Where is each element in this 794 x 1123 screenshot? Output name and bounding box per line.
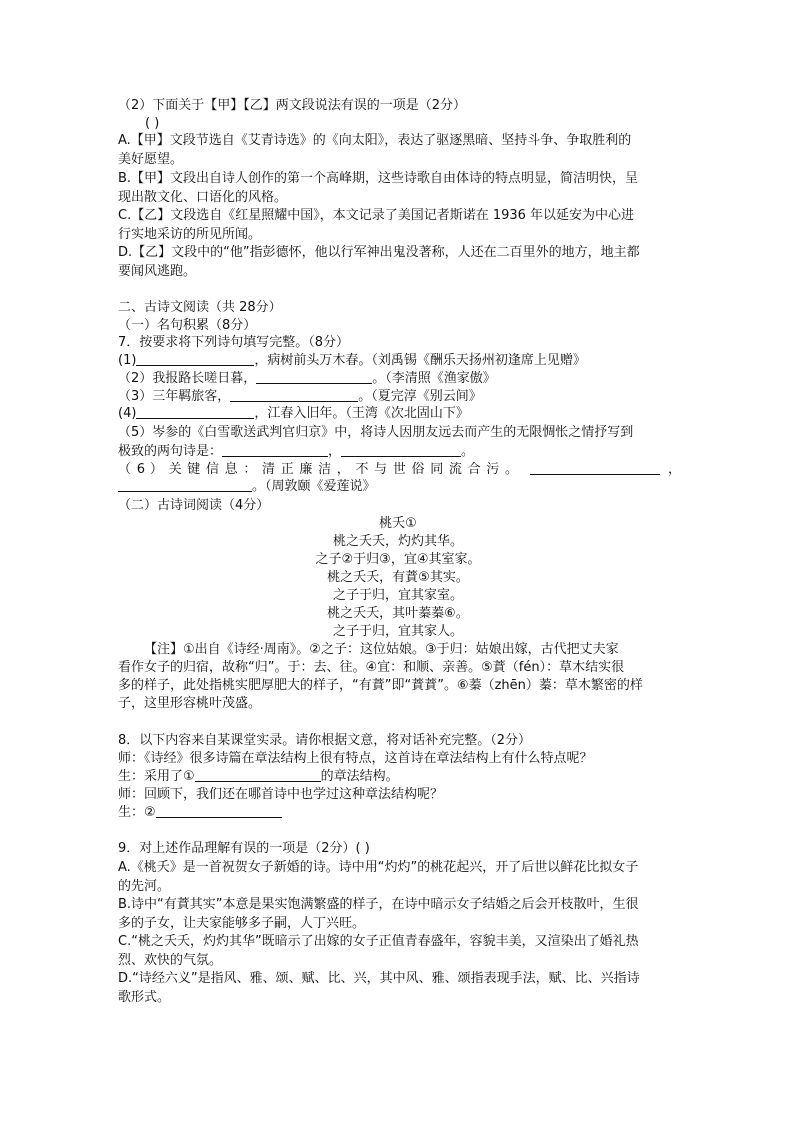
q7-3-text-post: 。（夏完淳《别云间》 [358,389,482,404]
q7-6-source: 。（周敦颐《爱莲说》 [252,479,376,494]
q9-option-d-line2: 歌形式。 [118,990,171,1005]
part2-title: （二）古诗词阅读（4分） [118,498,270,513]
q7-line-2 [118,369,678,388]
q6-2-option-b-line1: B.【甲】文段出自诗人创作的第一个高峰期，这些诗歌自由体诗的特点明显，简洁明快，呈 [118,171,639,186]
q8-student-1 [118,767,678,786]
q7-4-text: ，江春入旧年。（王湾《次北固山下》 [254,406,469,421]
q9-option-a-line1: A.《桃夭》是一首祝贺女子新婚的诗。诗中用“灼灼”的桃花起兴，开了后世以鲜花比拟女子 [118,860,639,875]
q6-2-option-d-line2: 要闻风逃跑。 [118,264,197,279]
poem-line: 桃之夭夭，其叶蓁蓁⑥。 [327,606,469,621]
poem-line: 之子于归，宜其家室。 [332,588,463,603]
q8-blank-2[interactable] [156,804,282,818]
q7-6-sep: ， [668,462,682,477]
poem-title: 桃夭① [379,516,417,531]
poem-line: 桃之夭夭，有蕡⑤其实。 [327,570,469,585]
q7-2-blank[interactable] [256,370,372,384]
q6-2-option-d-line1: D.【乙】文段中的“他”指彭德怀，他以行军神出鬼没著称，人还在二百里外的地方，地主都 [118,245,640,260]
q7-1-blank[interactable] [136,352,254,366]
q9-stem: 9．对上述作品理解有误的一项是（2分）( ) [118,841,370,856]
q9-option-b-line2: 多的子女，让夫家能够多子嗣，人丁兴旺。 [118,916,366,931]
poem-line: 之子②于归③，宜④其室家。 [315,552,481,567]
q7-2-text-post: 。（李清照《渔家傲》 [372,371,496,386]
q8-s2-pre: 生：② [118,805,156,820]
q6-2-option-c-line1: C.【乙】文段选自《红星照耀中国》，本文记录了美国记者斯诺在 1936 年以延安为中心进 [118,208,635,223]
q7-4-blank[interactable] [136,405,254,419]
q9-option-a-line2: 的先河。 [118,879,171,894]
q7-line-6b [118,477,678,496]
poem-line: 之子于归，宜其家人。 [332,624,463,639]
q6-2-option-c-line2: 行实地采访的所见所闻。 [118,227,262,242]
part1-title: （一）名句积累（8分） [118,318,257,333]
q6-2-answer-paren[interactable]: ( ) [145,116,160,131]
poem-note-line: 【注】①出自《诗经·周南》。②之子：这位姑娘。③于归：姑娘出嫁，古代把丈夫家 [144,642,619,657]
q8-blank-1[interactable] [195,768,321,782]
q7-5-sep: ， [328,444,342,459]
q7-2-text-pre: （2）我报路长嗟日暮， [118,371,257,386]
q7-6-blank-1[interactable] [530,461,660,475]
q7-5-blank-1[interactable] [222,443,328,457]
poem-note-line: 子，这里形容桃叶茂盛。 [118,696,262,711]
q6-2-stem: （2）下面关于【甲】【乙】两文段说法有误的一项是（2分） [118,98,467,113]
q7-6-blank-2[interactable] [118,478,252,492]
q7-1-number: (1) [118,353,137,368]
q7-3-text-pre: （3）三年羁旅客， [118,389,231,404]
q7-5-line1: （5）岑参的《白雪歌送武判官归京》中，将诗人因朋友远去而产生的无限惆怅之情抒写到 [118,425,634,440]
q9-option-b-line1: B.诗中“有蕡其实”本意是果实饱满繁盛的样子，在诗中暗示女子结婚之后会开枝散叶，生很 [118,897,639,912]
q8-s1-pre: 生：采用了① [118,769,195,784]
q8-teacher-1: 师：《诗经》很多诗篇在章法结构上很有特点，这首诗在章法结构上有什么特点呢？ [118,751,593,766]
q6-2-option-b-line2: 现出散文化、口语化的风格。 [118,190,288,205]
q7-line-4 [118,404,678,423]
poem-note-line: 多的样子，此处指桃实肥厚肥大的样子，“有蕡”即“蕡蕡”。⑥蓁（zhēn）蓁：草木繁密的样 [118,678,643,693]
q7-stem: 7．按要求将下列诗句填写完整。（8分） [118,335,350,350]
q7-6-prompt: （ 6 ） 关 键 信 息 ： 清 正 廉 洁 ， 不 与 世 俗 同 流 合 污 。 [118,462,518,477]
q7-5-prompt: 极致的两句诗是： [118,444,223,459]
section2-title: 二、古诗文阅读（共 28分） [118,300,282,315]
q8-student-2 [118,803,678,822]
q6-2-option-a-line1: A.【甲】文段节选自《艾青诗选》的《向太阳》，表达了驱逐黑暗、坚持斗争、争取胜利的 [118,133,632,148]
q6-2-option-a-line2: 美好愿望。 [118,152,184,167]
q7-3-blank[interactable] [230,388,358,402]
poem-note-line: 看作女子的归宿，故称“归”。于：去、往。④宜：和顺、亲善。⑤蕡（fén）：草木结实很 [118,660,625,675]
q7-line-5b [118,442,678,461]
q9-option-c-line1: C.“桃之夭夭，灼灼其华”既暗示了出嫁的女子正值青春盛年，容貌丰美，又渲染出了婚礼热 [118,934,639,949]
q7-4-number: (4) [118,406,137,421]
q8-s1-post: 的章法结构。 [320,769,399,784]
q8-teacher-2: 师：回顾下，我们还在哪首诗中也学过这种章法结构呢？ [118,787,444,802]
q7-5-blank-2[interactable] [341,443,461,457]
q7-line-1 [118,351,678,370]
q9-option-c-line2: 烈、欢快的气氛。 [118,953,223,968]
q7-1-text: ，病树前头万木春。（刘禹锡《酬乐天扬州初逢席上见赠》 [254,353,586,368]
q9-option-d-line1: D.“诗经六义”是指风、雅、颂、赋、比、兴，其中风、雅、颂指表现手法，赋、比、兴指诗 [118,971,640,986]
q8-stem: 8．以下内容来自某课堂实录。请你根据文意，将对话补充完整。（2分） [118,733,532,748]
poem-line: 桃之夭夭，灼灼其华。 [332,534,463,549]
q7-5-end: 。 [461,444,475,459]
